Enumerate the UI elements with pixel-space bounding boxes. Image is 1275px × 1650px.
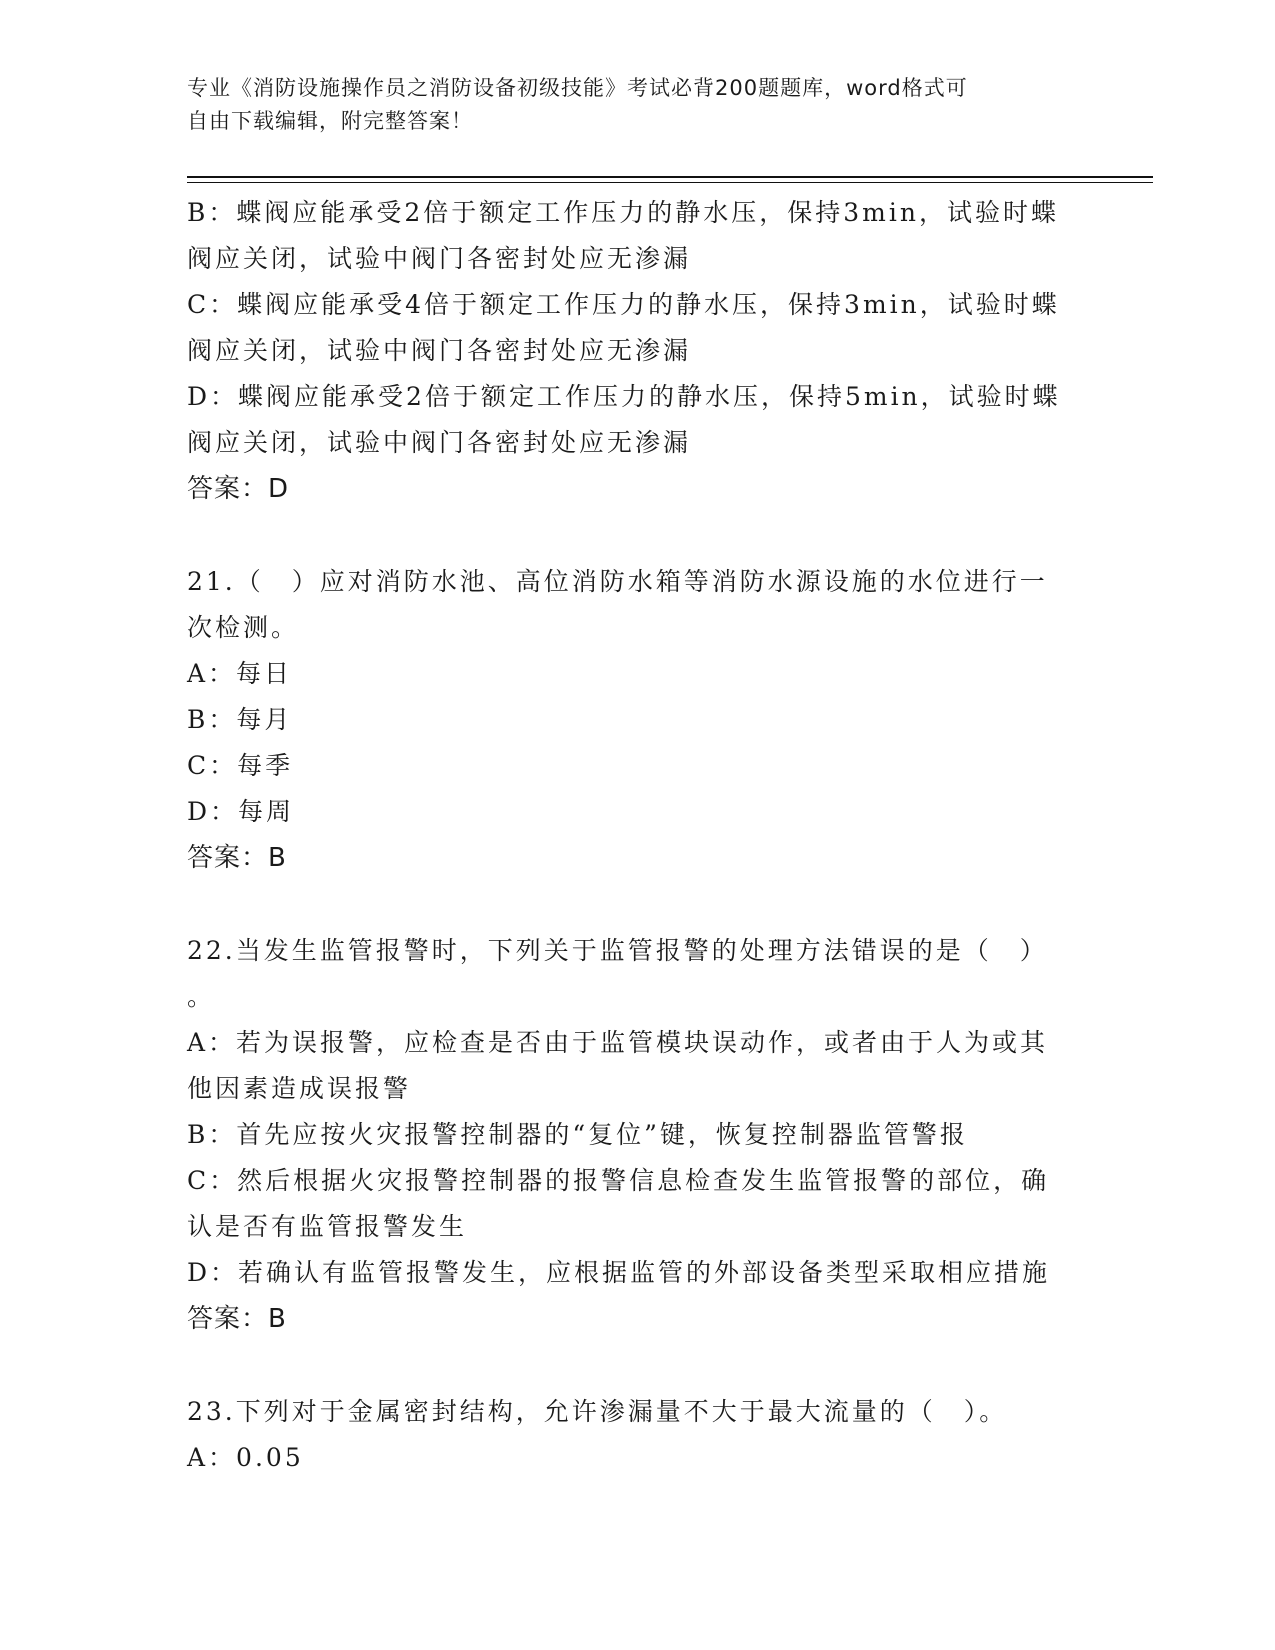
option-a-line-2: 他因素造成误报警 xyxy=(187,1074,412,1103)
option-a: A：每日 xyxy=(187,659,293,688)
header-line-2: 自由下载编辑，附完整答案！ xyxy=(187,109,473,133)
header-line-1: 专业《消防设施操作员之消防设备初级技能》考试必背200题题库，word格式可 xyxy=(187,76,968,100)
option-b: B：每月 xyxy=(187,705,293,734)
option-a: A：0.05 xyxy=(187,1443,304,1472)
option-c-line-2: 认是否有监管报警发生 xyxy=(187,1212,468,1241)
question-20-continued xyxy=(187,190,1087,512)
option-c-line-2: 阀应关闭，试验中阀门各密封处应无渗漏 xyxy=(187,336,692,365)
header-divider-thick xyxy=(187,176,1153,178)
question-stem-line-2: 次检测。 xyxy=(187,613,300,642)
spacer xyxy=(187,512,1087,559)
document-body xyxy=(187,190,1087,1481)
option-c-line-1: C：然后根据火灾报警控制器的报警信息检查发生监管报警的部位，确 xyxy=(187,1166,1050,1195)
answer: 答案：D xyxy=(187,474,290,504)
document-header xyxy=(187,72,1087,138)
option-a-line-1: A：若为误报警，应检查是否由于监管模块误动作，或者由于人为或其 xyxy=(187,1028,1049,1057)
header-divider-thin xyxy=(187,182,1153,183)
option-d: D：每周 xyxy=(187,797,295,826)
spacer xyxy=(187,881,1087,928)
option-b-line-2: 阀应关闭，试验中阀门各密封处应无渗漏 xyxy=(187,244,692,273)
question-stem-line-1: 22.当发生监管报警时，下列关于监管报警的处理方法错误的是（ ） xyxy=(187,936,1048,965)
question-22 xyxy=(187,928,1087,1342)
question-stem-line-2: 。 xyxy=(187,982,216,1011)
question-stem-line-1: 21.（ ）应对消防水池、高位消防水箱等消防水源设施的水位进行一 xyxy=(187,567,1048,596)
question-21 xyxy=(187,559,1087,881)
question-23 xyxy=(187,1389,1087,1481)
spacer xyxy=(187,1342,1087,1389)
option-c-line-1: C：蝶阀应能承受4倍于额定工作压力的静水压，保持3min，试验时蝶 xyxy=(187,290,1060,319)
option-d-line-1: D：蝶阀应能承受2倍于额定工作压力的静水压，保持5min，试验时蝶 xyxy=(187,382,1061,411)
option-b: B：首先应按火灾报警控制器的“复位”键，恢复控制器监管警报 xyxy=(187,1120,968,1149)
option-d: D：若确认有监管报警发生，应根据监管的外部设备类型采取相应措施 xyxy=(187,1258,1051,1287)
answer: 答案：B xyxy=(187,1304,287,1334)
answer: 答案：B xyxy=(187,843,287,873)
option-b-line-1: B：蝶阀应能承受2倍于额定工作压力的静水压，保持3min，试验时蝶 xyxy=(187,198,1059,227)
option-c: C：每季 xyxy=(187,751,294,780)
option-d-line-2: 阀应关闭，试验中阀门各密封处应无渗漏 xyxy=(187,428,692,457)
question-stem-line-1: 23.下列对于金属密封结构，允许渗漏量不大于最大流量的（ ）。 xyxy=(187,1397,1008,1426)
